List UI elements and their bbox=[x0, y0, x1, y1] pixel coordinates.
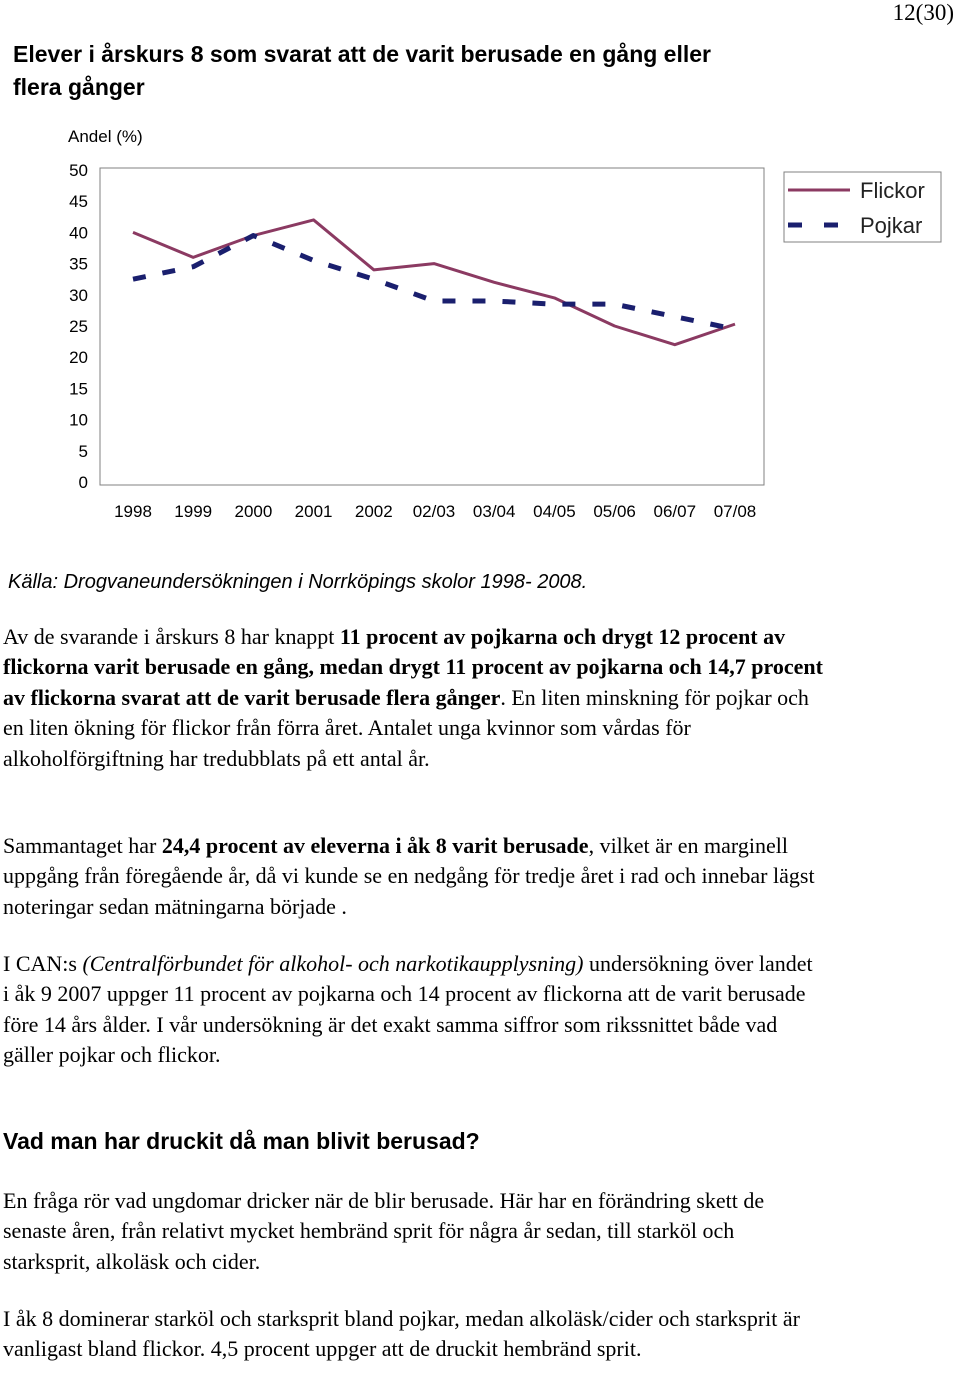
x-tick-label: 02/03 bbox=[412, 502, 456, 521]
x-tick-label: 05/06 bbox=[593, 502, 636, 521]
p1-run: Av de svarande i årskurs 8 har knappt bbox=[3, 624, 340, 649]
y-tick-label: 20 bbox=[69, 348, 88, 368]
p2-run: Sammantaget har bbox=[3, 833, 162, 858]
y-tick-label: 30 bbox=[69, 285, 88, 305]
x-tick-label: 1998 bbox=[114, 502, 152, 521]
p1-run: 11 procent av pojkarna och drygt 12 procent av flickorna varit berusade en gång, medan drygt 11 procent av pojkarna och 14,7 procent av flickorna svarat att de varit berusade flera gånger bbox=[3, 624, 823, 710]
paragraph-what-drunk: En fråga rör vad ungdomar dricker när de blir berusade. Här har en förändring skett de senaste åren, från relativt mycket hembränd sprit för några år sedan, till starköl och starksprit, alkoläsk och cider. bbox=[3, 1188, 765, 1274]
legend-label-flickor: Flickor bbox=[860, 178, 925, 203]
chart-title: Elever i årskurs 8 som svarat att de varit berusade en gång eller flera gånger bbox=[13, 41, 711, 100]
series-line-flickor bbox=[133, 220, 735, 345]
y-tick-label: 35 bbox=[69, 254, 88, 274]
p3-run: undersökning över landet i åk 9 2007 uppger 11 procent av pojkarna och 14 procent av flickorna att de varit berusade före 14 års ålder. I vår undersökning är det exakt samma siffror som rikssnittet både vad gäller pojkar och flickor. bbox=[3, 951, 813, 1068]
y-tick-label: 45 bbox=[69, 192, 88, 212]
plot-area bbox=[100, 168, 764, 485]
p3-run: (Centralförbundet för alkohol- och narkotikaupplysning) bbox=[82, 951, 584, 976]
y-tick-label: 40 bbox=[69, 223, 88, 243]
source-note: Källa: Drogvaneundersökningen i Norrköpings skolor 1998- 2008. bbox=[8, 571, 588, 593]
x-tick-label: 1999 bbox=[174, 502, 213, 521]
p3-run: I CAN:s bbox=[3, 951, 83, 976]
x-tick-label: 2001 bbox=[294, 502, 333, 521]
paragraph-can-comparison bbox=[3, 949, 823, 1071]
x-tick-label: 06/07 bbox=[653, 502, 697, 521]
y-tick-label: 5 bbox=[78, 441, 88, 461]
series-line-pojkar bbox=[133, 236, 735, 330]
x-tick-label: 04/05 bbox=[533, 502, 576, 521]
legend-label-pojkar: Pojkar bbox=[860, 213, 923, 238]
y-tick-label: 50 bbox=[69, 161, 88, 180]
y-tick-label: 0 bbox=[78, 473, 88, 492]
p1-run: . En liten minskning för pojkar och en liten ökning för flickor från förra året. Antalet unga kvinnor som vårdas för alkoholförgiftning har tredubblats på ett antal år. bbox=[3, 684, 809, 771]
y-tick-label: 15 bbox=[69, 379, 88, 399]
x-tick-label: 2000 bbox=[234, 502, 273, 521]
line-chart bbox=[0, 0, 960, 560]
y-axis-label: Andel (%) bbox=[68, 127, 143, 146]
paragraph-drunkenness-summary bbox=[3, 622, 823, 774]
paragraph-total-share bbox=[3, 831, 823, 922]
x-tick-label: 2002 bbox=[354, 502, 393, 521]
x-tick-label: 03/04 bbox=[472, 502, 516, 521]
paragraph-grade8-preferences: I åk 8 dominerar starköl och starksprit bland pojkar, medan alkoläsk/cider och starksprit är vanligast bland flickor. 4,5 procent uppger att de druckit hembränd sprit. bbox=[3, 1306, 800, 1362]
y-tick-label: 10 bbox=[69, 410, 88, 430]
page-number: 12(30) bbox=[892, 0, 954, 25]
y-tick-label: 25 bbox=[69, 317, 88, 336]
p2-run: , vilket är en marginell uppgång från föregående år, då vi kunde se en nedgång för tredje året i rad och innebar lägst noteringar sedan mätningarna började . bbox=[3, 833, 815, 919]
p2-run: 24,4 procent av eleverna i åk 8 varit berusade bbox=[161, 833, 589, 858]
section-heading: Vad man har druckit då man blivit berusad? bbox=[3, 1128, 480, 1154]
x-tick-label: 07/08 bbox=[713, 502, 757, 521]
